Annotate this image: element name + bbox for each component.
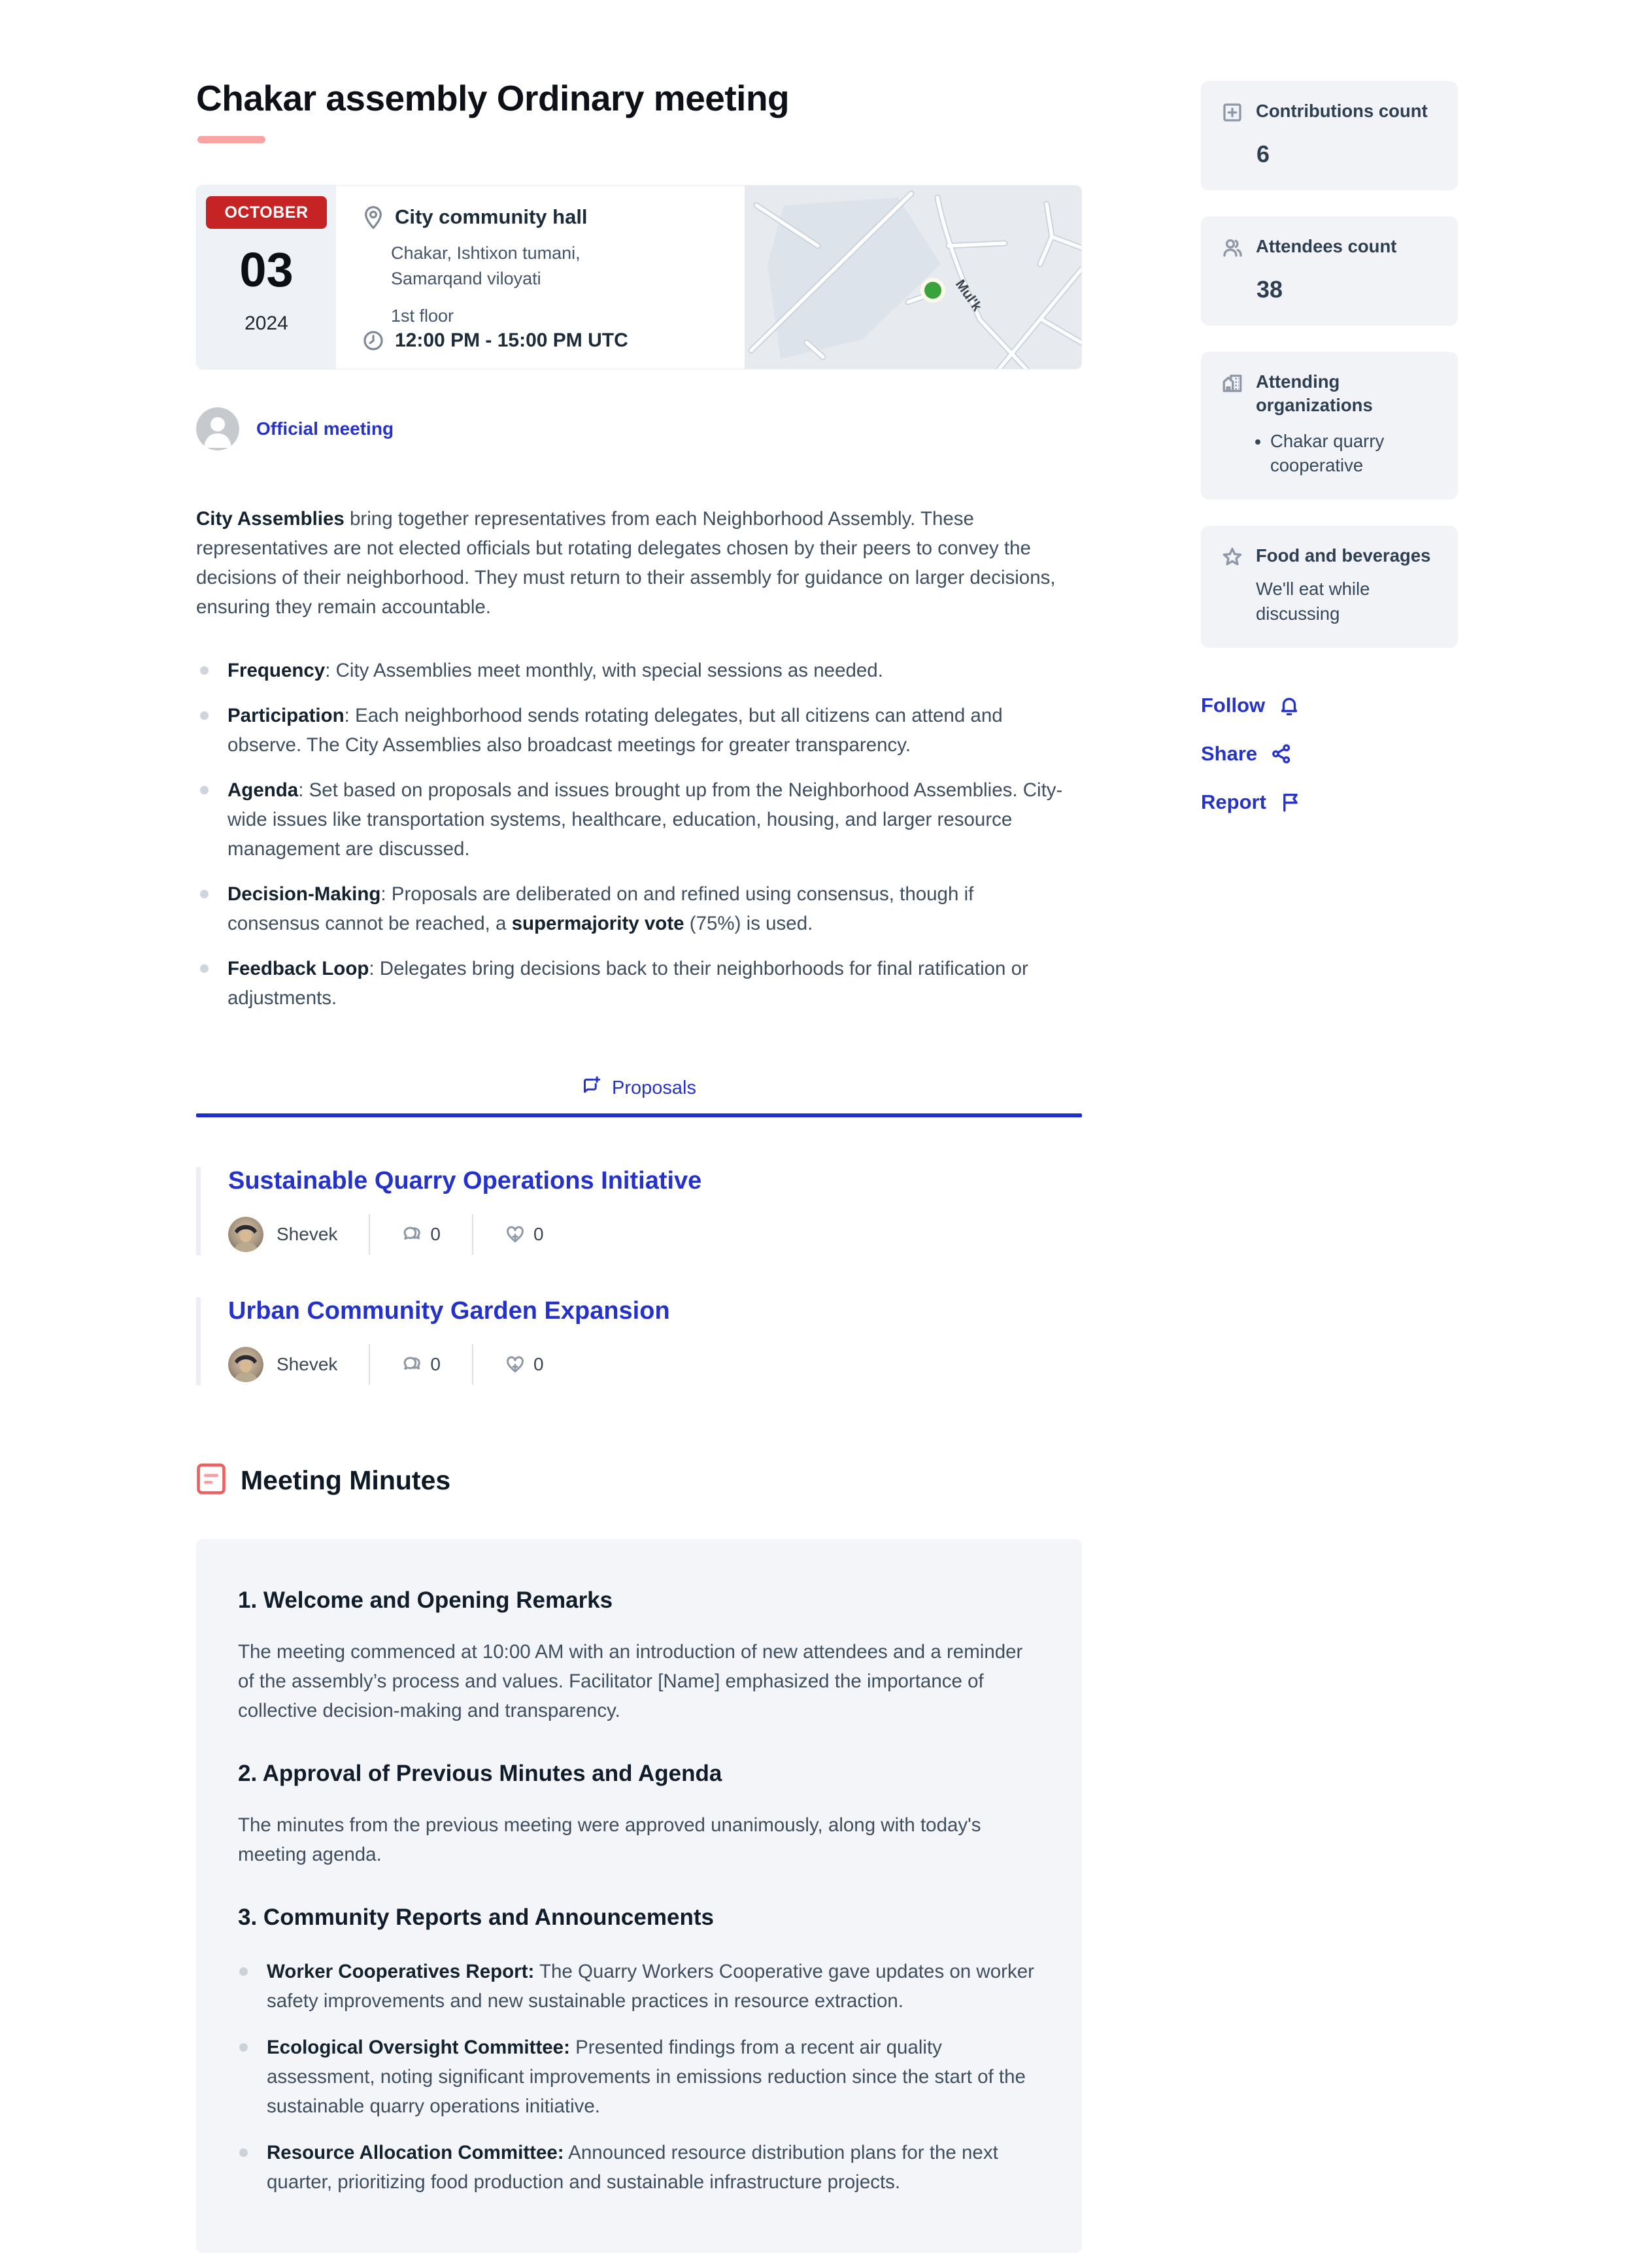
card-title: Attending organizations bbox=[1256, 371, 1373, 415]
proposal-endorsements: 0 bbox=[505, 1354, 544, 1375]
follow-button[interactable]: Follow bbox=[1201, 694, 1458, 717]
minutes-header bbox=[196, 1463, 1082, 1499]
proposal-title-link[interactable]: Urban Community Garden Expansion bbox=[228, 1297, 670, 1325]
proposals-divider-label[interactable]: Proposals bbox=[612, 1077, 696, 1098]
description-bullet-list bbox=[196, 656, 1082, 1013]
card-title: Attendees count bbox=[1256, 236, 1397, 256]
author-avatar bbox=[228, 1347, 263, 1382]
avatar bbox=[196, 407, 239, 450]
people-icon bbox=[1221, 235, 1244, 263]
minutes-document-icon bbox=[196, 1463, 226, 1499]
list-item: Feedback Loop: Delegates bring decisions back to their neighborhoods for final ratification or adjustments. bbox=[196, 954, 1066, 1013]
venue-name: City community hall bbox=[395, 205, 588, 228]
food-and-beverages-card bbox=[1201, 526, 1458, 648]
proposal-author[interactable]: Shevek bbox=[277, 1354, 338, 1374]
list-item: Resource Allocation Committee: Announced resource distribution plans for the next quarter, prioritizing food production and sustainable infrastructure projects. bbox=[238, 2138, 1042, 2197]
date-year: 2024 bbox=[244, 313, 288, 334]
description-lead: City Assemblies bbox=[196, 508, 345, 530]
proposal-card bbox=[196, 1297, 1082, 1385]
map-pin-icon bbox=[362, 205, 384, 230]
date-block bbox=[197, 186, 336, 369]
list-item: Decision-Making: Proposals are deliberated on and refined using consensus, though if consensus cannot be reached, a supermajority vote (75%) is used. bbox=[196, 879, 1066, 938]
description-text: bring together representatives from each Neighborhood Assembly. These representatives are not elected officials but rotating delegates chosen by their peers to convey the decisions of their neighborhood. They must return to their assembly for guidance on larger decisions, ensuring they remain accountable. bbox=[196, 508, 1056, 618]
author-avatar bbox=[228, 1217, 263, 1252]
minutes-section-title: 2. Approval of Previous Minutes and Agenda bbox=[238, 1761, 722, 1786]
proposal-author[interactable]: Shevek bbox=[277, 1224, 338, 1244]
contributions-count-card bbox=[1201, 81, 1458, 190]
list-item: Frequency: City Assemblies meet monthly, with special sessions as needed. bbox=[196, 656, 1066, 685]
sidebar bbox=[1201, 77, 1458, 2253]
list-item: Ecological Oversight Committee: Presented findings from a recent air quality assessment, noting significant improvements in emissions reduction since the start of the sustainable quarry operations initiative. bbox=[238, 2033, 1042, 2121]
bell-icon bbox=[1278, 694, 1300, 717]
minutes-section-text: The meeting commenced at 10:00 AM with an introduction of new attendees and a reminder of the assembly’s process and values. Facilitator [Name] emphasized the importance of collective decision-making and transparency. bbox=[238, 1641, 1023, 1721]
attending-organizations-card bbox=[1201, 352, 1458, 500]
flag-icon bbox=[1279, 791, 1302, 813]
proposal-title-link[interactable]: Sustainable Quarry Operations Initiative bbox=[228, 1167, 702, 1194]
page-title: Chakar assembly Ordinary meeting bbox=[196, 78, 790, 118]
food-note: We'll eat while discussing bbox=[1256, 578, 1370, 624]
card-title: Contributions count bbox=[1256, 101, 1428, 121]
divider bbox=[472, 1214, 473, 1255]
divider bbox=[369, 1344, 370, 1385]
proposals-divider-line bbox=[196, 1113, 1082, 1117]
meeting-time: 12:00 PM - 15:00 PM UTC bbox=[395, 330, 628, 351]
minutes-section-text: The minutes from the previous meeting were approved unanimously, along with today's meeting agenda. bbox=[238, 1814, 981, 1865]
card-title: Food and beverages bbox=[1256, 545, 1431, 566]
venue-floor: 1st floor bbox=[391, 306, 454, 326]
organization-item: • Chakar quarry cooperative bbox=[1270, 429, 1421, 477]
proposal-endorsements: 0 bbox=[505, 1224, 544, 1245]
minutes-panel bbox=[196, 1539, 1082, 2253]
report-button[interactable]: Report bbox=[1201, 790, 1458, 814]
title-underline bbox=[197, 136, 265, 143]
clock-icon bbox=[362, 330, 384, 352]
proposal-comments: 0 bbox=[401, 1354, 441, 1375]
proposals-icon bbox=[582, 1076, 601, 1100]
proposal-comments: 0 bbox=[401, 1224, 441, 1245]
list-item: Participation: Each neighborhood sends rotating delegates, but all citizens can attend and observe. The City Assemblies also broadcast meetings for greater transparency. bbox=[196, 701, 1066, 760]
venue-address: Chakar, Ishtixon tumani, Samarqand viloyati bbox=[391, 243, 581, 289]
proposals-section-divider bbox=[196, 1076, 1082, 1117]
location-map[interactable] bbox=[745, 186, 1081, 369]
attendees-count-card bbox=[1201, 216, 1458, 326]
map-street-label: Mul'k bbox=[952, 277, 985, 314]
location-panel bbox=[336, 186, 745, 369]
official-meeting-row bbox=[196, 407, 1082, 450]
main-column bbox=[196, 77, 1082, 2253]
date-day: 03 bbox=[239, 243, 294, 297]
minutes-bullet-list bbox=[238, 1957, 1043, 2197]
contributions-count-value: 6 bbox=[1256, 141, 1270, 167]
share-icon bbox=[1270, 743, 1292, 765]
proposal-card bbox=[196, 1167, 1082, 1255]
official-meeting-badge: Official meeting bbox=[256, 418, 394, 439]
meeting-info-card bbox=[196, 185, 1082, 369]
minutes-section-title: 1. Welcome and Opening Remarks bbox=[238, 1587, 613, 1613]
building-icon bbox=[1221, 370, 1244, 398]
minutes-heading: Meeting Minutes bbox=[241, 1465, 451, 1495]
list-item: Agenda: Set based on proposals and issues brought up from the Neighborhood Assemblies. City-wide issues like transportation systems, healthcare, education, housing, and larger resource management are discussed. bbox=[196, 775, 1066, 864]
share-button[interactable]: Share bbox=[1201, 742, 1458, 766]
list-item: Worker Cooperatives Report: The Quarry Workers Cooperative gave updates on worker safety improvements and new sustainable practices in resource extraction. bbox=[238, 1957, 1042, 2016]
plus-square-icon bbox=[1221, 99, 1244, 127]
map-marker bbox=[924, 282, 941, 299]
divider bbox=[472, 1344, 473, 1385]
organizations-list bbox=[1270, 429, 1438, 477]
date-month: OCTOBER bbox=[206, 196, 327, 229]
minutes-section-title: 3. Community Reports and Announcements bbox=[238, 1905, 714, 1930]
divider bbox=[369, 1214, 370, 1255]
meeting-description bbox=[196, 504, 1082, 1013]
sidebar-actions bbox=[1201, 694, 1458, 814]
star-icon bbox=[1221, 544, 1244, 572]
attendees-count-value: 38 bbox=[1256, 276, 1283, 303]
